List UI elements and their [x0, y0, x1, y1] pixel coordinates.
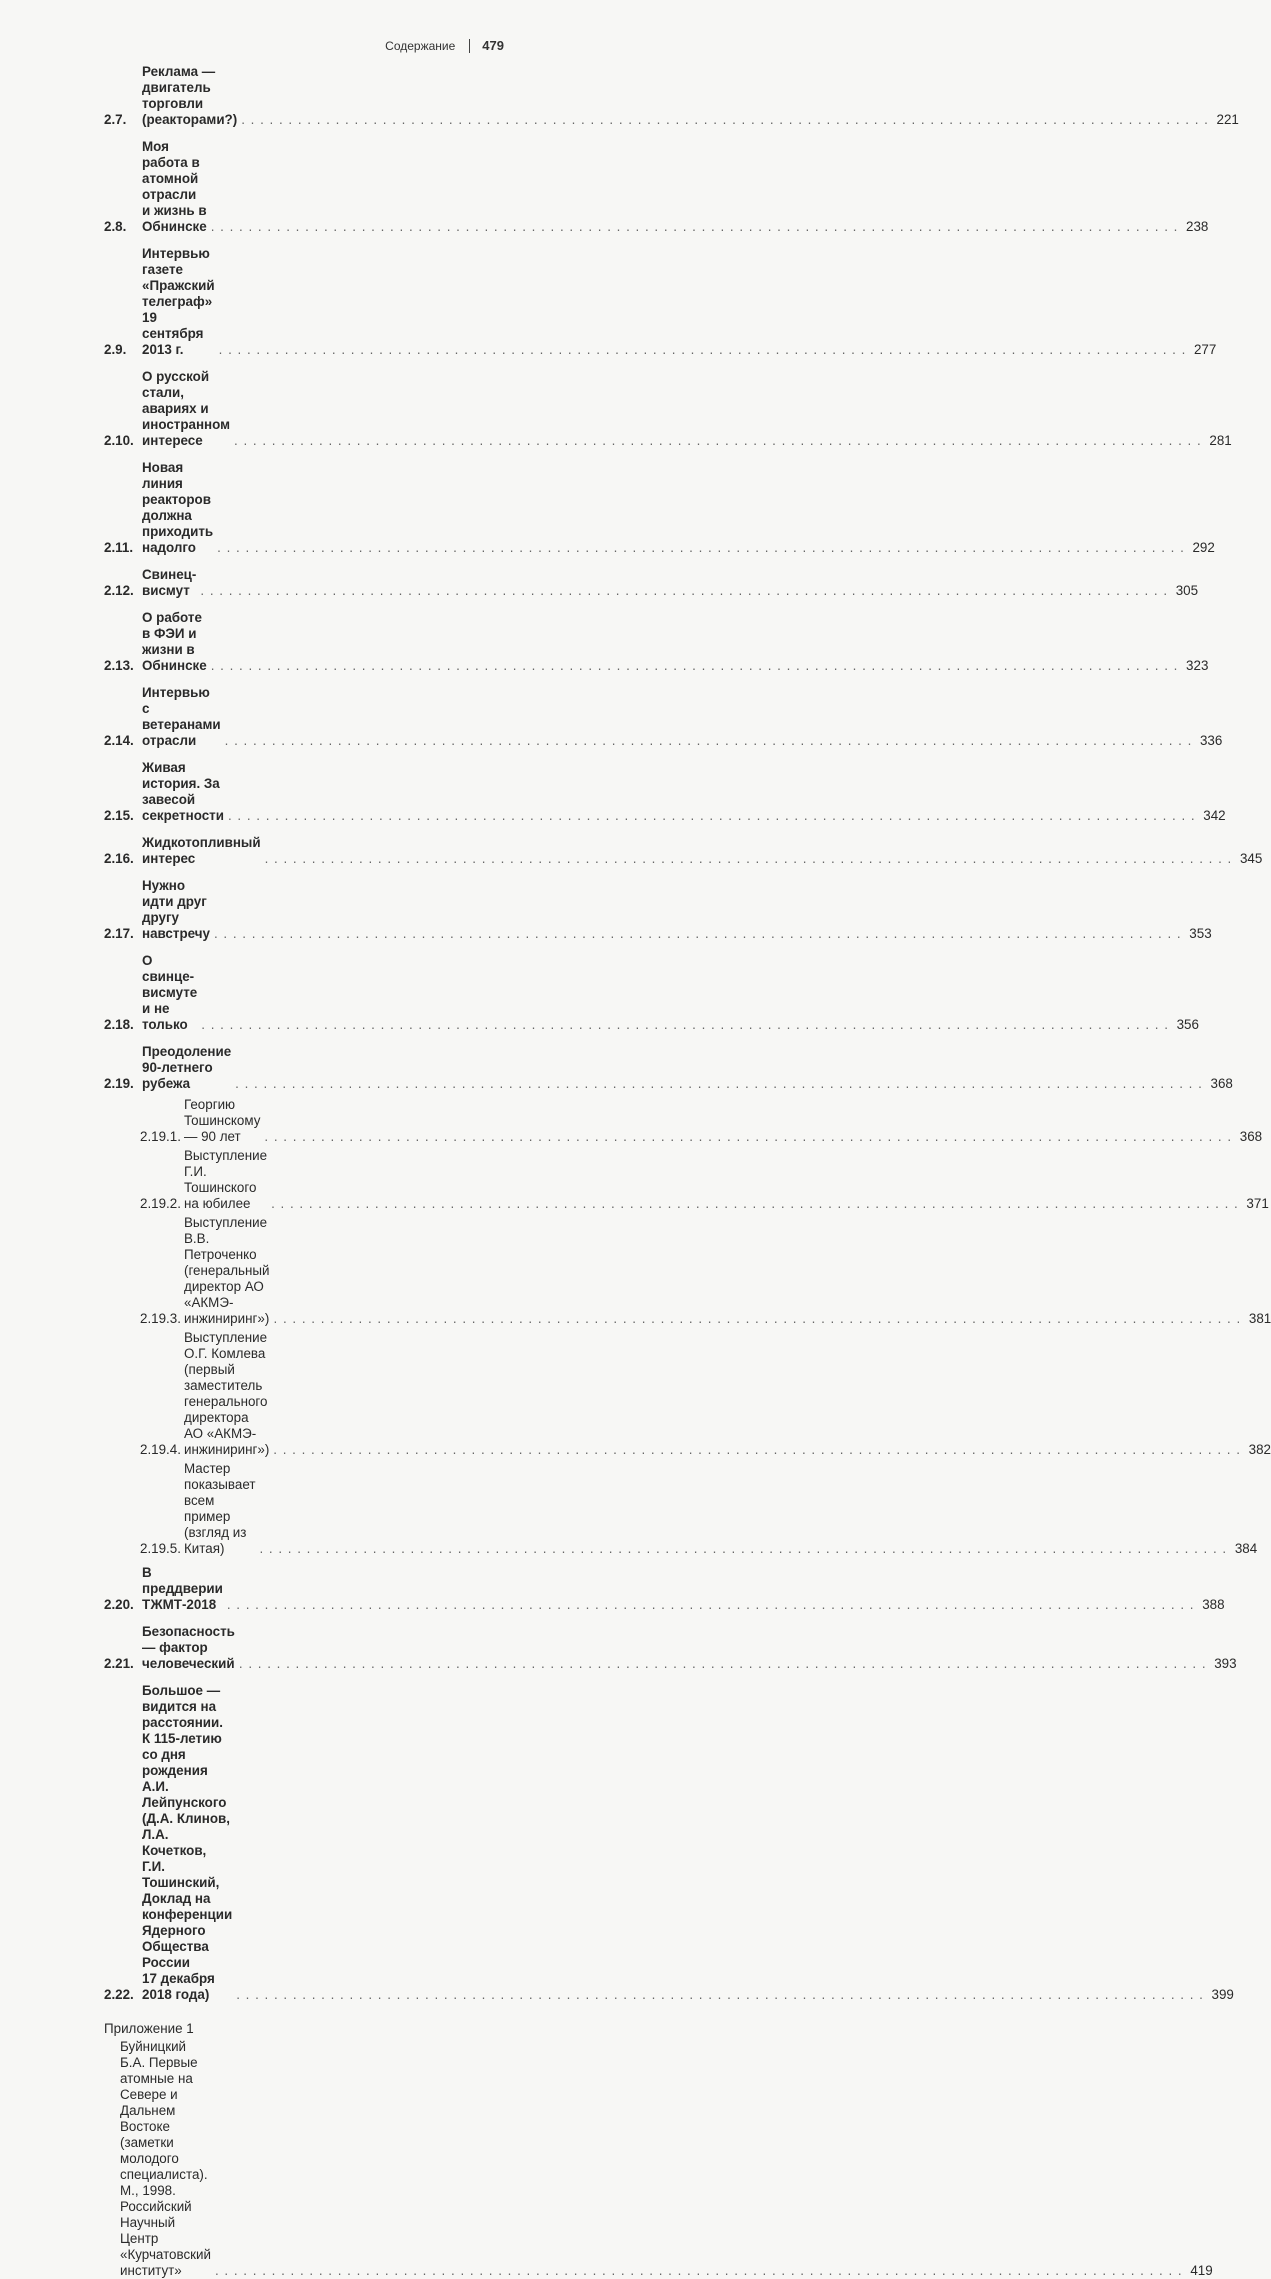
appendix-entry[interactable] — [120, 2039, 1213, 2279]
entry-page-number: 368 — [1210, 1076, 1233, 1091]
entry-page-number: 371 — [1246, 1196, 1269, 1211]
dot-leader — [217, 540, 1185, 556]
toc-entry[interactable] — [104, 610, 1209, 674]
entry-title: Интервью с ветеранами отрасли — [142, 685, 221, 748]
entry-title: Выступление В.В. Петроченко (генеральный директор АО «АКМЭ-инжиниринг») — [184, 1215, 270, 1326]
dot-leader — [227, 1597, 1195, 1613]
entry-number: 2.9. — [104, 342, 127, 357]
toc-main-list — [104, 64, 1263, 1092]
entry-title: Выступление О.Г. Комлева (первый заместитель генерального директора АО «АКМЭ-инжиниринг») — [184, 1330, 270, 1457]
toc-entry[interactable] — [104, 760, 1226, 824]
entry-number: 2.19.5. — [140, 1541, 181, 1556]
dot-leader — [211, 219, 1179, 235]
toc-entry[interactable] — [104, 835, 1263, 867]
toc-subentry[interactable] — [140, 1215, 1271, 1327]
entry-page-number: 393 — [1214, 1656, 1237, 1671]
entry-title: Выступление Г.И. Тошинского на юбилее — [184, 1148, 268, 1211]
toc-main-list-continued — [104, 1565, 1237, 2003]
entry-page-number: 323 — [1186, 658, 1209, 673]
entry-number: 2.19.3. — [140, 1311, 181, 1326]
toc-subentry[interactable] — [140, 1097, 1263, 1145]
toc-entry[interactable] — [104, 139, 1209, 235]
entry-page-number: 336 — [1199, 733, 1223, 748]
entry-title: Свинец-висмут — [142, 567, 197, 598]
entry-number: 2.12. — [104, 583, 134, 598]
toc-entry[interactable] — [104, 685, 1223, 749]
entry-number: 2.20. — [104, 1597, 134, 1612]
entry-title: О русской стали, авариях и иностранном интересе — [142, 369, 231, 448]
toc-entry[interactable] — [104, 64, 1239, 128]
appendix-entry-text: Буйницкий Б.А. Первые атомные на Севере и Дальнем Востоке (заметки молодого специалиста). М., 1998. Российский Научный Центр «Курчатовский институт» — [120, 2039, 211, 2278]
entry-number: 2.19.4. — [140, 1442, 181, 1457]
toc-entry[interactable] — [104, 460, 1215, 556]
entry-number: 2.8. — [104, 219, 127, 234]
running-header — [385, 38, 504, 53]
toc-entry[interactable] — [104, 369, 1232, 449]
toc-entry[interactable] — [104, 1044, 1233, 1092]
entry-number: 2.11. — [104, 540, 134, 555]
appendix-page-number: 419 — [1190, 2263, 1213, 2278]
entry-number: 2.7. — [104, 112, 127, 127]
entry-number: 2.15. — [104, 808, 134, 823]
entry-number: 2.10. — [104, 433, 134, 448]
entry-number: 2.22. — [104, 1987, 134, 2002]
dot-leader — [225, 733, 1193, 749]
entry-title: В преддверии ТЖМТ-2018 — [142, 1565, 223, 1612]
header-page-number: 479 — [482, 38, 504, 53]
toc-entry[interactable] — [104, 953, 1199, 1033]
entry-number: 2.14. — [104, 733, 134, 748]
dot-leader — [228, 808, 1196, 824]
toc-subentry[interactable] — [140, 1330, 1271, 1458]
entry-title: Преодоление 90-летнего рубежа — [142, 1044, 232, 1091]
appendix-section — [104, 2021, 1213, 2279]
dot-leader — [274, 1311, 1242, 1327]
entry-page-number: 345 — [1239, 851, 1263, 866]
dot-leader — [239, 1656, 1207, 1672]
dot-leader — [234, 433, 1202, 449]
dot-leader — [259, 1541, 1227, 1557]
entry-page-number: 399 — [1211, 1987, 1234, 2002]
entry-title: Живая история. За завесой секретности — [142, 760, 224, 823]
entry-page-number: 382 — [1248, 1442, 1271, 1457]
toc-subentry[interactable] — [140, 1148, 1269, 1212]
entry-title: Георгию Тошинскому — 90 лет — [184, 1097, 261, 1144]
entry-title: Нужно идти друг другу навстречу — [142, 878, 210, 941]
entry-page-number: 381 — [1248, 1311, 1271, 1326]
toc-entry[interactable] — [104, 878, 1212, 942]
entry-page-number: 292 — [1192, 540, 1215, 555]
dot-leader — [236, 1987, 1204, 2003]
entry-title: Реклама — двигатель торговли (реакторами?) — [142, 64, 238, 127]
header-section-title: Содержание — [385, 38, 456, 53]
entry-number: 2.19.1. — [140, 1129, 181, 1144]
entry-number: 2.13. — [104, 658, 134, 673]
entry-page-number: 388 — [1202, 1597, 1225, 1612]
dot-leader — [201, 1017, 1169, 1033]
dot-leader — [214, 926, 1182, 942]
entry-number: 2.18. — [104, 1017, 134, 1032]
entry-page-number: 356 — [1176, 1017, 1199, 1032]
toc-sublist-2-19 — [140, 1097, 1271, 1557]
toc-subentry[interactable] — [140, 1461, 1258, 1557]
entry-title: Большое — видится на расстоянии. К 115-летию со дня рождения А.И. Лейпунского (Д.А. Клинов, Л.А. Кочетков, Г.И. Тошинский, Доклад на конференции Ядерного Общества России 17 декабря 2018 года) — [142, 1683, 233, 2002]
entry-page-number: 353 — [1189, 926, 1212, 941]
entry-title: Новая линия реакторов должна приходить надолго — [142, 460, 214, 555]
toc-entry[interactable] — [104, 1683, 1234, 2003]
entry-page-number: 384 — [1234, 1541, 1258, 1556]
entry-page-number: 221 — [1216, 112, 1239, 127]
dot-leader — [271, 1196, 1239, 1212]
entry-page-number: 305 — [1175, 583, 1199, 598]
entry-number: 2.21. — [104, 1656, 134, 1671]
toc-entry[interactable] — [104, 1624, 1237, 1672]
toc-entry[interactable] — [104, 246, 1217, 358]
header-divider — [469, 39, 470, 53]
dot-leader — [264, 1129, 1232, 1145]
appendix-title: Приложение 1 — [104, 2021, 194, 2036]
dot-leader — [200, 583, 1168, 599]
dot-leader — [241, 112, 1209, 128]
dot-leader — [235, 1076, 1203, 1092]
entry-page-number: 277 — [1193, 342, 1217, 357]
entry-number: 2.17. — [104, 926, 134, 941]
entry-title: Интервью газете «Пражский телеграф» 19 сентября 2013 г. — [142, 246, 215, 357]
entry-title: Жидкотопливный интерес — [142, 835, 261, 866]
entry-title: О работе в ФЭИ и жизни в Обнинске — [142, 610, 207, 673]
toc-entry[interactable] — [104, 1565, 1225, 1613]
entry-title: Моя работа в атомной отрасли и жизнь в Обнинске — [142, 139, 207, 234]
entry-number: 2.19.2. — [140, 1196, 181, 1211]
table-of-contents — [104, 64, 1271, 2279]
dot-leader — [215, 2263, 1183, 2279]
dot-leader — [211, 658, 1179, 674]
entry-number: 2.16. — [104, 851, 134, 866]
toc-entry[interactable] — [104, 567, 1199, 599]
dot-leader — [265, 851, 1233, 867]
entry-title: О свинце-висмуте и не только — [142, 953, 198, 1032]
entry-page-number: 368 — [1239, 1129, 1263, 1144]
entry-number: 2.19. — [104, 1076, 134, 1091]
entry-page-number: 342 — [1203, 808, 1226, 823]
dot-leader — [219, 342, 1187, 358]
entry-title: Мастер показывает всем пример (взгляд из Китая) — [184, 1461, 256, 1556]
entry-title: Безопасность — фактор человеческий — [142, 1624, 235, 1671]
dot-leader — [273, 1442, 1241, 1458]
entry-page-number: 281 — [1209, 433, 1232, 448]
entry-page-number: 238 — [1186, 219, 1209, 234]
